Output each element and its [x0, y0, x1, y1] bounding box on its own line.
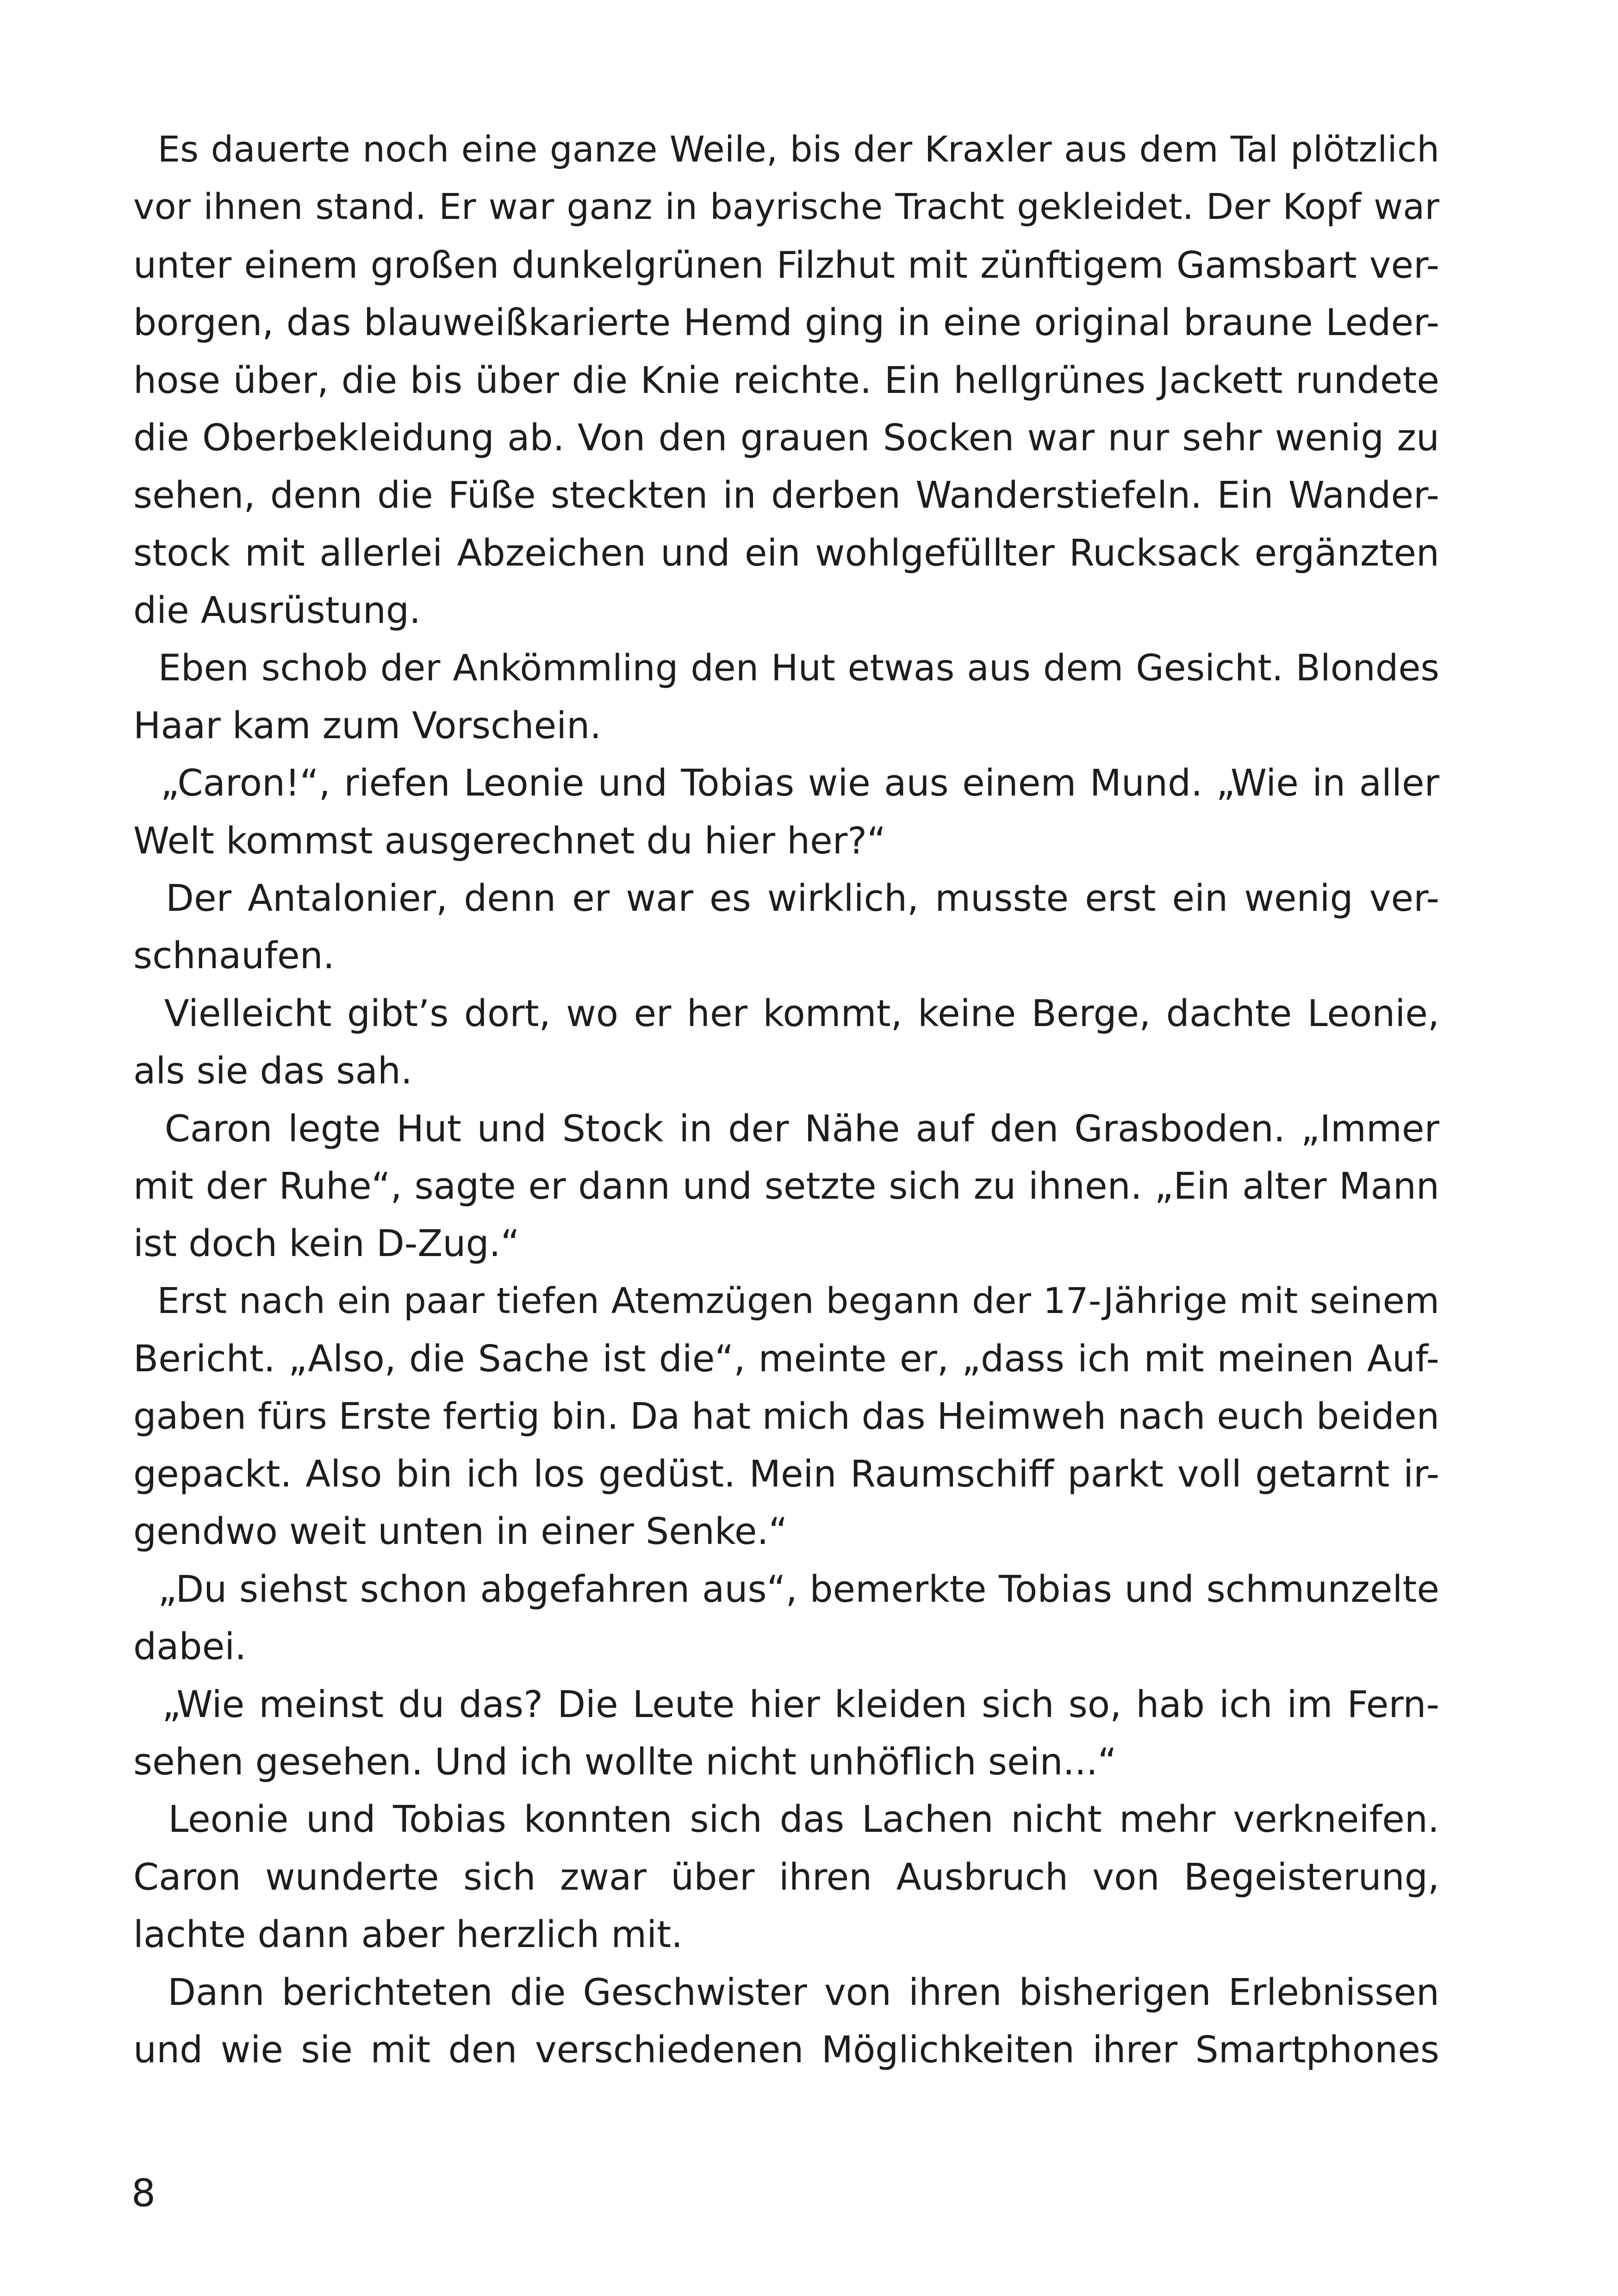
body-text	[133, 121, 1439, 2078]
text-line: Vielleicht gibt’s dort, wo er her kommt, keine Berge, dachte Leonie,	[133, 992, 1439, 1035]
text-line: mit der Ruhe“, sagte er dann und setzte sich zu ihnen. „Ein alter Mann	[133, 1165, 1439, 1208]
text-line: Leonie und Tobias konnten sich das Lachen nicht mehr verkneifen.	[133, 1798, 1439, 1841]
text-line: lachte dann aber herzlich mit.	[133, 1913, 683, 1956]
text-line: Erst nach ein paar tiefen Atemzügen begann der 17-Jährige mit seinem	[133, 1280, 1439, 1322]
text-line: sehen, denn die Füße steckten in derben Wanderstiefeln. Ein Wander-	[133, 474, 1439, 517]
text-line: „Caron!“, riefen Leonie und Tobias wie aus einem Mund. „Wie in aller	[133, 762, 1439, 805]
text-line: hose über, die bis über die Knie reichte. Ein hellgrünes Jackett rundete	[133, 359, 1439, 402]
text-line: Welt kommst ausgerechnet du hier her?“	[133, 819, 886, 862]
text-line: gaben fürs Erste fertig bin. Da hat mich das Heimweh nach euch beiden	[133, 1395, 1439, 1437]
text-line: vor ihnen stand. Er war ganz in bayrische Tracht gekleidet. Der Kopf war	[133, 187, 1439, 228]
text-line: Dann berichteten die Geschwister von ihren bisherigen Erlebnissen	[133, 1971, 1439, 2014]
text-line: Caron wunderte sich zwar über ihren Ausbruch von Begeisterung,	[133, 1855, 1439, 1898]
text-line: Der Antalonier, denn er war es wirklich, musste erst ein wenig ver-	[133, 877, 1439, 920]
text-line: die Oberbekleidung ab. Von den grauen Socken war nur sehr wenig zu	[133, 416, 1439, 459]
text-line: Haar kam zum Vorschein.	[133, 704, 602, 747]
text-line: Eben schob der Ankömmling den Hut etwas aus dem Gesicht. Blondes	[133, 647, 1439, 689]
text-line: Bericht. „Also, die Sache ist die“, meinte er, „dass ich mit meinen Auf-	[133, 1338, 1439, 1381]
text-line: stock mit allerlei Abzeichen und ein wohlgefüllter Rucksack ergänzten	[133, 531, 1439, 574]
text-line: borgen, das blauweißkarierte Hemd ging in eine original braune Leder-	[133, 301, 1439, 344]
text-line: Es dauerte noch eine ganze Weile, bis der Kraxler aus dem Tal plötzlich	[133, 129, 1439, 170]
text-line: dabei.	[133, 1625, 247, 1668]
text-line: schnaufen.	[133, 934, 335, 977]
text-line: die Ausrüstung.	[133, 589, 421, 632]
text-line: Caron legte Hut und Stock in der Nähe auf den Grasboden. „Immer	[133, 1107, 1439, 1150]
text-line: und wie sie mit den verschiedenen Möglichkeiten ihrer Smartphones	[133, 2028, 1439, 2071]
text-line: „Wie meinst du das? Die Leute hier kleiden sich so, hab ich im Fern-	[133, 1683, 1439, 1726]
text-line: sehen gesehen. Und ich wollte nicht unhöflich sein...“	[133, 1740, 1117, 1783]
page-number: 8	[131, 2172, 156, 2215]
text-line: als sie das sah.	[133, 1050, 413, 1093]
text-line: gepackt. Also bin ich los gedüst. Mein Raumschiff parkt voll getarnt ir-	[133, 1452, 1439, 1495]
text-line: „Du siehst schon abgefahren aus“, bemerkte Tobias und schmunzelte	[133, 1568, 1439, 1611]
text-line: gendwo weit unten in einer Senke.“	[133, 1510, 788, 1553]
text-line: ist doch kein D-Zug.“	[133, 1222, 520, 1265]
text-line: unter einem großen dunkelgrünen Filzhut mit zünftigem Gamsbart ver-	[133, 243, 1439, 286]
